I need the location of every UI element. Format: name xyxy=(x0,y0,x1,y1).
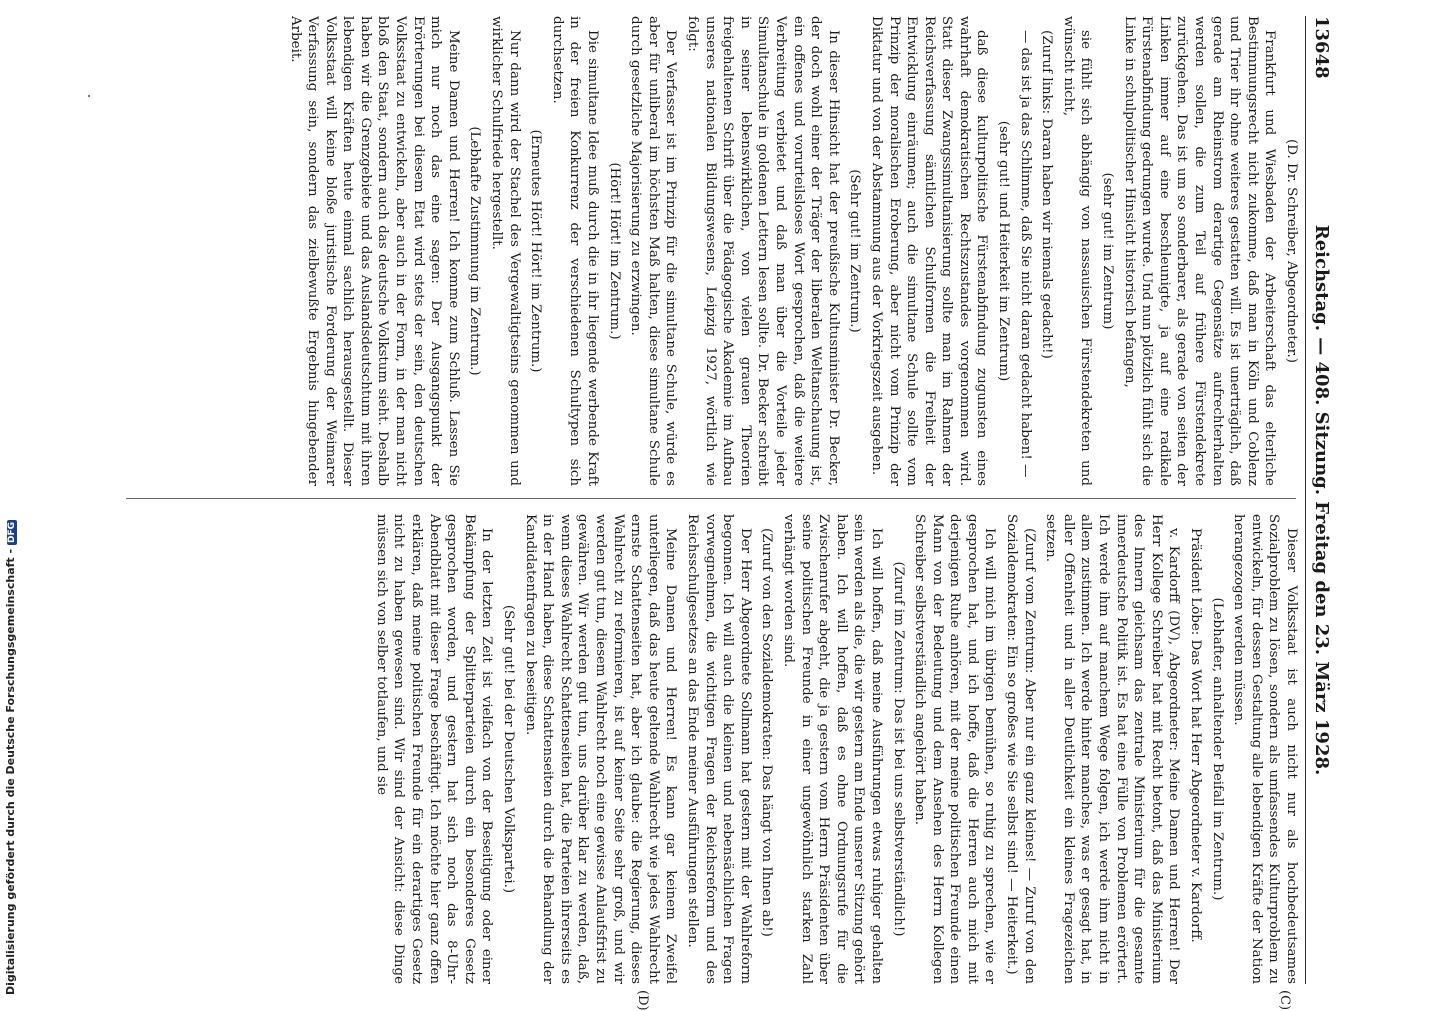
left-column-paragraph: (sehr gut! im Zentrum) xyxy=(1100,172,1116,330)
margin-marker-c: (C) xyxy=(1277,990,1292,1011)
right-column-paragraph: (Zuruf von den Sozialdemokraten: Das hängt von Ihnen ab!) xyxy=(759,528,775,937)
footer-credit xyxy=(4,521,20,995)
left-column-paragraph: (Zuruf links: Daran haben wir niemals gedacht!) xyxy=(1039,30,1055,359)
left-column-paragraph: (Hört! Hört! im Zentrum.) xyxy=(606,162,622,340)
page-number: 13648 xyxy=(1311,16,1332,79)
right-column-paragraph: Präsident Löbe: Das Wort hat Herr Abgeordneter v. Kardorff. xyxy=(1188,528,1204,943)
left-column-paragraph: (Sehr gut! im Zentrum.) xyxy=(847,169,863,333)
footer-credit-text: Digitalisierung gefördert durch die Deutsche Forschungsgemeinschaft - xyxy=(4,548,17,995)
left-column-paragraph: (D. Dr. Schreiber, Abgeordneter.) xyxy=(1284,138,1299,364)
running-title: Reichstag. — 408. Sitzung. Freitag den 23. März 1928. xyxy=(1311,224,1332,776)
left-column-paragraph: (Lebhafte Zustimmung im Zentrum.) xyxy=(467,126,483,376)
right-column-paragraph: Der Herr Abgeordnete Sollmann hat gestern mit der Wahlreform begonnen. Ich will auch die kleinen und nebensächlichen Fragen vorwegnehmen, die wichtigen Fragen der Reichsreform und des Reichsschulgesetzes an das Ende meiner Ausführungen stellen. xyxy=(685,514,753,984)
left-column-paragraph: daß diese kulturpolitische Fürstenabfindung zugunsten eines wahrhaft demokratischen Rechtszustandes vorgenommen wird. Statt dieser Zwangssimultanisierung sollte man im Rahmen der Reichsverfassung sämtlichen Schulformen die Freiheit der Entwicklung einräumen; auch die simultane Schule sollte vom Prinzip der moralischen Eroberung, aber nicht vom Prinzip der Diktatur und von der Abstammung aus der Vorkriegszeit ausgehen. xyxy=(868,16,990,486)
right-column-paragraph: v. Kardorff (DV), Abgeordneter: Meine Damen und Herren! Der Herr Kollege Schreiber hat mit Recht betont, daß das Ministerium des Innern gleichsam das zentrale Ministerium für die gesamte innerdeutsche Politik ist. Es hat eine Fülle von Problemen erörtert. Ich werde ihm auf manchem Wege folgen, ich werde ihm nicht in allem zustimmen. Ich werde hinter manches, was er gesagt hat, in aller Offenheit und in aller Deutlichkeit ein kleines Fragezeichen setzen. xyxy=(1043,514,1182,984)
left-column-paragraph: Meine Damen und Herren! Ich komme zum Schluß. Lassen Sie mich nur noch das eine sagen: Der Ausgangspunkt der Erörterungen bei diesem Etat wird stets der sein, den deutschen Volksstaat zu entwickeln, aber auch in der Form, in der man nicht bloß den Staat, sondern auch das deutsche Volkstum sieht. Deshalb haben wir die Grenzgebiete und das Auslandsdeutschtum mit ihren lebendigen Kräften heute einmal sachlich herausgestellt. Dieser Volksstaat will keine bloße juristische Forderung der Weimarer Verfassung sein, sondern das zielbewußte Ergebnis hingebender Arbeit. xyxy=(287,16,461,486)
margin-marker-d: (D) xyxy=(635,990,650,1011)
right-column-paragraph: (Zuruf vom Zentrum: Aber nur ein ganz kleines! — Zuruf von den Sozialdemokraten: Ein so großes wie Sie selbst sind! — Heiterkeit.) xyxy=(1004,514,1037,984)
left-column-paragraph: Die simultane Idee muß durch die in ihr liegende werbende Kraft in der freien Konkurrenz der verschiedenen Schultypen sich durchsetzen. xyxy=(549,16,601,486)
column-divider xyxy=(126,498,1296,499)
scan-speck xyxy=(88,95,90,97)
right-column-paragraph: Ich will hoffen, daß meine Ausführungen etwas ruhiger gehalten sein werden als die, die wir gestern am Ende unserer Sitzung gehört haben. Ich will hoffen, daß es ohne Ordnungsrufe für die Zwischenrufer abgeht, die ja gestern vom Herrn Präsidenten über seine politischen Freunde in einer ungewöhnlich starken Zahl verhängt worden sind. xyxy=(780,514,884,984)
left-column-paragraph: Nur dann wird der Stachel des Vergewaltigtseins genommen und wirklicher Schulfriede hergestellt. xyxy=(489,16,522,486)
right-column-paragraph: (Lebhafter, anhaltender Beifall im Zentrum.) xyxy=(1209,597,1225,901)
left-column-paragraph: Frankfurt und Wiesbaden der Arbeiterschaft das elterliche Bestimmungsrecht nicht zukomme, daß man in Köln und Coblenz und Trier ihr ohne weiteres gestatten will. Es ist unerträglich, daß gerade am Rheinstrom derartige Gegensätze aufrechterhalten werden sollen, die zum Teil auf frühere Fürstendekrete zurückgehen. Das ist um so sonderbarer, als gerade von seiten der Linken immer auf eine beschleunigte, ja auf eine radikale Fürstenabfindung gedrungen wurde. Und nun plötzlich fühlt sich die Linke in schulpolitischer Hinsicht historisch befangen, xyxy=(1121,16,1278,486)
right-column xyxy=(120,514,1300,984)
left-column-paragraph: (Erneutes Hört! Hört! im Zentrum.) xyxy=(528,129,544,373)
right-column-paragraph: Meine Damen und Herren! Es kann gar keinem Zweifel unterliegen, daß das heute geltende Wahlrecht wie jedes Wahlrecht ernste Schattenseiten hat, aber ich glaube: die Regierung, dieses Wahlrecht zu reformieren, ist auf keiner Seite sehr groß, und wir werden gut tun, diesem Wahlrecht noch eine gewisse Anlaufsfrist zu gewähren. Wir werden gut tun, uns darüber klar zu werden, daß, wenn dieses Wahlrecht Schattenseiten hat, die Parteien ihrerseits es in der Hand haben, diese Schattenseiten durch die Behandlung der Kandidatenfragen zu beseitigen. xyxy=(522,514,679,984)
left-column-paragraph: sie fühlt sich abhängig von nassauischen Fürstendekreten und wünscht nicht, xyxy=(1060,16,1094,486)
right-column-paragraph: In der letzten Zeit ist vielfach von der Beseitigung oder einer Bekämpfung der Splitterparteien durch ein besonderes Gesetz gesprochen worden, und gestern hat sich noch das 8-Uhr-Abendblatt mit dieser Frage beschäftigt. Ich möchte hier ganz offen erklären, daß meine politischen Freunde für ein derartiges Gesetz nicht zu haben gewesen sind. Wir sind der Ansicht: diese Dinge müssen sich von selber totlaufen, und sie xyxy=(373,514,495,984)
left-column-paragraph: In dieser Hinsicht hat der preußische Kultusminister Dr. Becker, der doch wohl einer der Träger der liberalen Weltanschauung ist, ein offenes und vorurteilsloses Wort gesprochen, daß die weitere Verbreitung verbietet und daß man über die Vorteile jeder Simultanschule in goldenen Lettern lesen sollte. Dr. Becker schreibt in seiner lebenswirklichen, von vielen grauen Theorien freigehaltenen Schrift über die Pädagogische Akademie im Aufbau unseres nationalen Bildungswesens, Leipzig 1927, wörtlich wie folgt: xyxy=(685,16,841,486)
right-column-paragraph: (Zuruf im Zentrum: Das ist bei uns selbstverständlich!) xyxy=(890,561,906,937)
left-column-paragraph: (sehr gut! und Heiterkeit im Zentrum) xyxy=(996,120,1012,382)
right-column-paragraph: Ich will mich im übrigen bemühen, so ruhig zu sprechen, wie er gesprochen hat, und ich hoffe, daß die Herren auch mich mit derjenigen Ruhe anhören, mit der meine politischen Freunde einen Mann von der Bedeutung und dem Ansehen des Herrn Kollegen Schreiber selbstverständlich angehört haben. xyxy=(912,514,998,984)
page-header xyxy=(1306,16,1332,984)
right-column-paragraph: Dieser Volksstaat ist auch nicht nur als hochbedeutsames Sozialproblem zu lösen, sondern als umfassendes Kulturproblem zu entwickeln, für dessen Gestaltung alle lebendigen Kräfte der Nation herangezogen werden müssen. xyxy=(1231,514,1299,984)
dfg-logo: DFG xyxy=(7,521,17,543)
document-page xyxy=(110,0,1340,1011)
left-column xyxy=(120,16,1300,486)
left-column-paragraph: — das ist ja das Schlimme, daß Sie nicht daran gedacht haben! — xyxy=(1017,30,1033,478)
digitization-footer xyxy=(2,521,22,995)
right-column-paragraph: (Sehr gut! bei der Deutschen Volkspartei.) xyxy=(501,604,517,894)
header-rule xyxy=(1305,16,1306,984)
left-column-paragraph: Der Verfasser ist im Prinzip für die simultane Schule, würde es aber für unliberal im höchsten Maß halten, diese simultane Schule durch gesetzliche Majorisierung zu erzwingen. xyxy=(628,16,679,486)
